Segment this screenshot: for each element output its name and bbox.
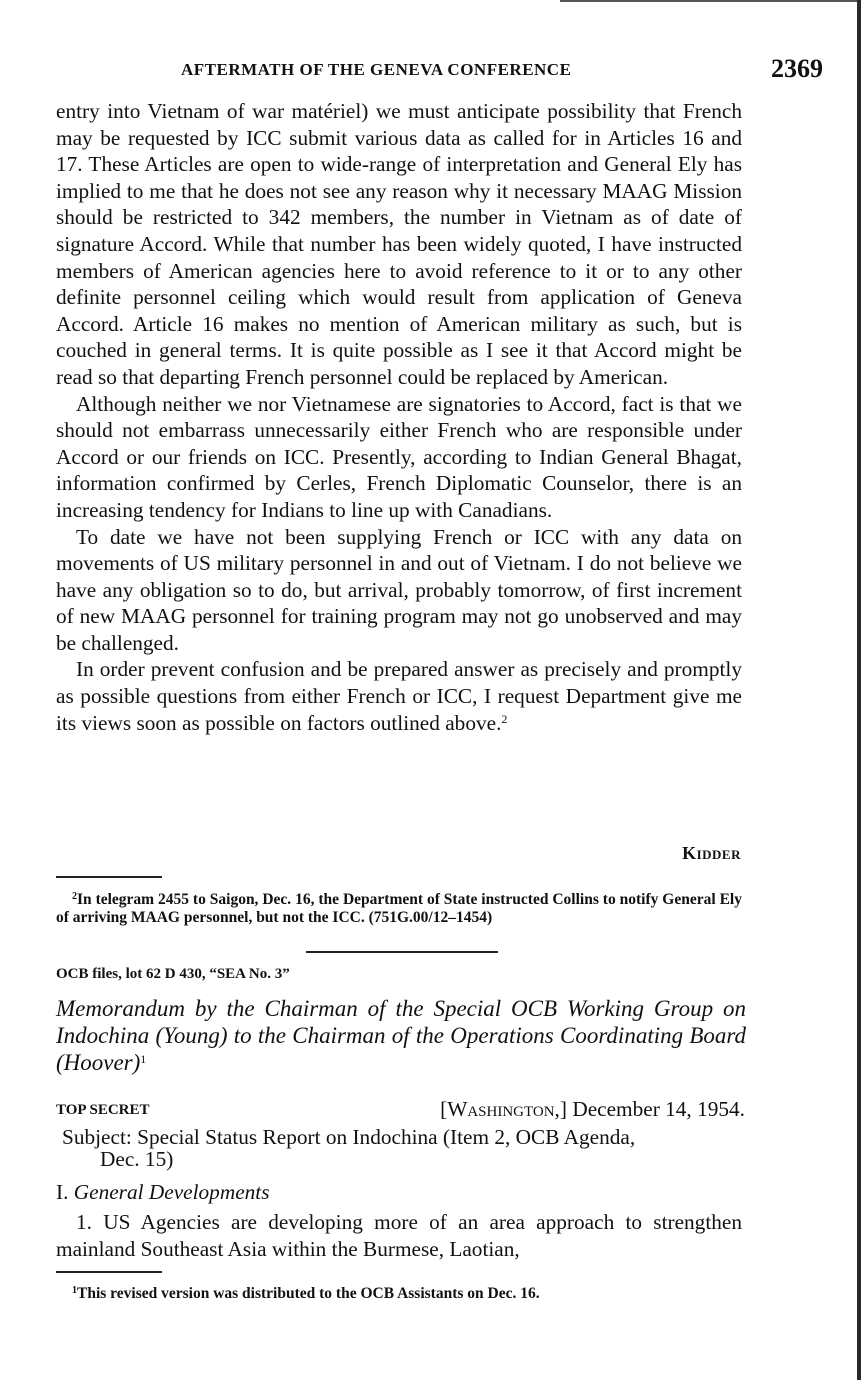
dateline-date: December 14, 1954. — [572, 1097, 745, 1121]
scan-edge-top — [560, 0, 861, 2]
classification: TOP SECRET — [56, 1102, 150, 1118]
section-number: I. — [56, 1180, 69, 1204]
signature: Kidder — [682, 843, 741, 863]
document-title — [56, 995, 746, 1076]
dateline-place: [Washington,] — [440, 1097, 567, 1121]
scan-edge-right — [857, 0, 861, 1380]
subject-line-2: Dec. 15) — [100, 1147, 174, 1171]
memo-body — [56, 1209, 742, 1262]
document-separator — [306, 951, 498, 953]
footnote-ref-1[interactable]: 1 — [140, 1052, 147, 1066]
section-title: General Developments — [73, 1180, 270, 1204]
paragraph-2: Although neither we nor Vietnamese are signatories to Accord, fact is that we should not embarrass unnecessarily either French who are responsible under Accord or our friends on ICC. Presently, according to Indian General Bhagat, information confirmed by Cerles, French Diplomatic Counselor, there is an increasing tendency for Indians to line up with Canadians. — [56, 391, 742, 522]
running-head — [56, 54, 823, 83]
subject-label: Subject: — [62, 1125, 132, 1149]
paragraph-4 — [56, 656, 742, 736]
footnote-1-marker: 1 — [72, 1285, 77, 1296]
subject — [62, 1126, 742, 1170]
footnote-1-text: This revised version was distributed to the OCB Assistants on Dec. 16. — [77, 1285, 540, 1302]
document-title-text: Memorandum by the Chairman of the Special OCB Working Group on Indochina (Young) to the Chairman of the Operations Coordinating Board (Hoover) — [56, 996, 746, 1075]
footnote-1 — [56, 1285, 742, 1303]
section-heading — [56, 1180, 270, 1205]
dateline — [440, 1097, 745, 1122]
page-number: 2369 — [771, 54, 823, 83]
footnote-rule-1 — [56, 876, 162, 878]
source-line: OCB files, lot 62 D 430, “SEA No. 3” — [56, 966, 290, 982]
footnote-2-text: In telegram 2455 to Saigon, Dec. 16, the Department of State instructed Collins to notify General Ely of arriving MAAG personnel, but not the ICC. (751G.00/12–1454) — [56, 891, 742, 926]
paragraph-1: entry into Vietnam of war matériel) we must anticipate possibility that French may be requested by ICC submit various data as called for in Articles 16 and 17. These Articles are open to wide-range of interpretation and General Ely has implied to me that he does not see any reason why it necessary MAAG Mission should be restricted to 342 members, the number in Vietnam as of date of signature Accord. While that number has been widely quoted, I have instructed members of American agencies here to avoid reference to it or to any other definite personnel ceiling which would result from application of Geneva Accord. Article 16 makes no mention of American military as such, but is couched in general terms. It is quite possible as I see it that Accord might be read so that departing French personnel could be replaced by American. — [56, 99, 742, 389]
subject-line-1: Special Status Report on Indochina (Item 2, OCB Agenda, — [137, 1125, 636, 1149]
footnote-2 — [56, 891, 742, 927]
memo-paragraph-1: 1. US Agencies are developing more of an area approach to strengthen mainland Southeast Asia within the Burmese, Laotian, — [56, 1210, 742, 1261]
letter-body — [56, 98, 742, 736]
paragraph-4-text: In order prevent confusion and be prepared answer as precisely and promptly as possible questions from either French or ICC, I request Department give me its views soon as possible on factors outlined above. — [56, 657, 742, 735]
footnote-rule-2 — [56, 1271, 162, 1273]
paragraph-3: To date we have not been supplying French or ICC with any data on movements of US military personnel in and out of Vietnam. I do not believe we have any obligation so to do, but arrival, probably tomorrow, of first increment of new MAAG personnel for training program may not go unobserved and may be challenged. — [56, 524, 742, 655]
running-title: AFTERMATH OF THE GENEVA CONFERENCE — [181, 60, 572, 79]
footnote-ref-2[interactable]: 2 — [501, 711, 508, 726]
footnote-2-marker: 2 — [72, 891, 77, 902]
